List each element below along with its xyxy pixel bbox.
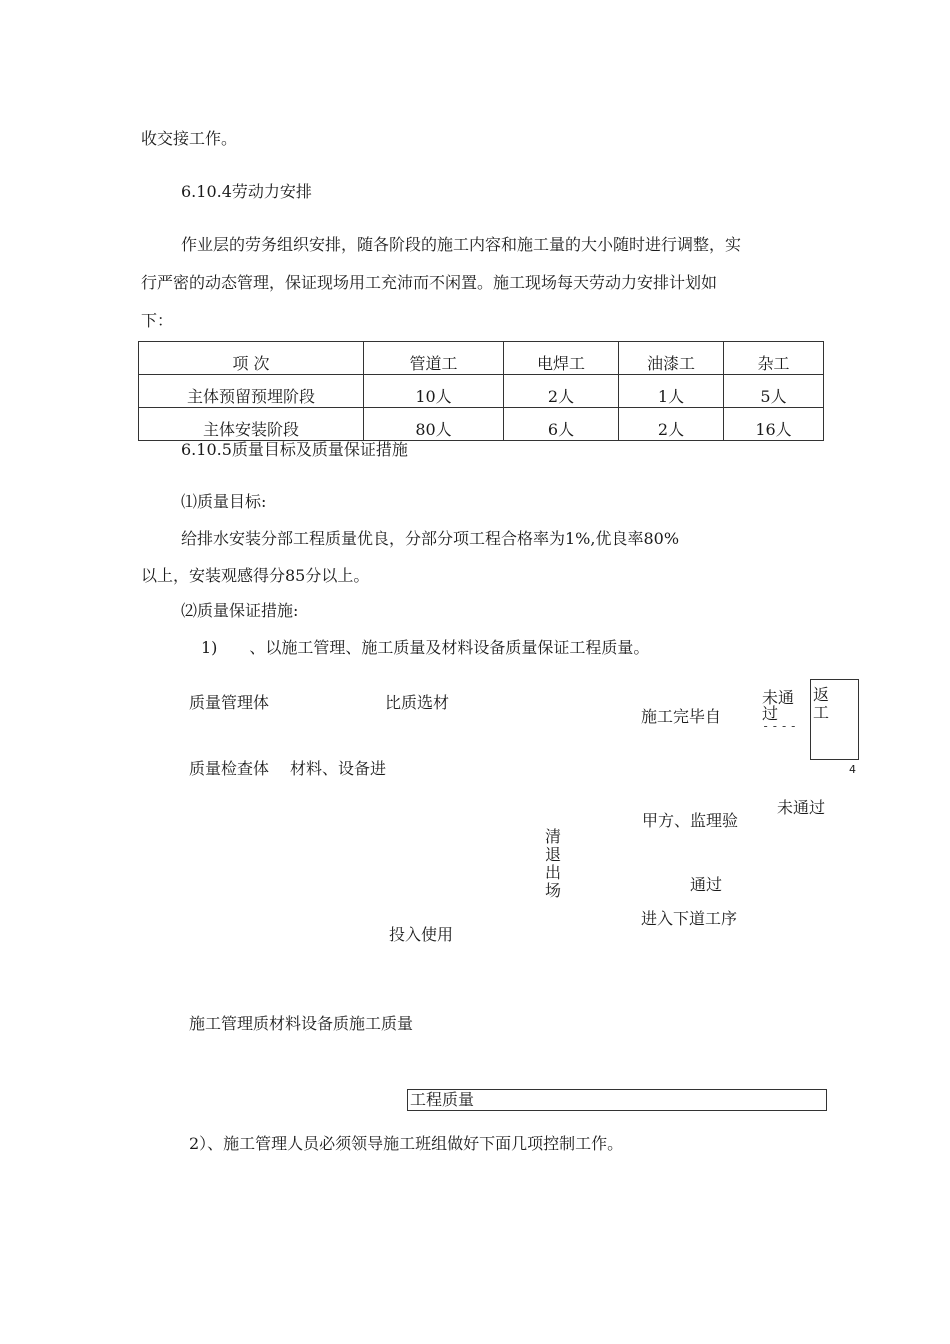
table-header-cell: 项 次: [139, 342, 364, 375]
table-row: [139, 375, 824, 408]
paragraph-intro: 收交接工作。: [141, 129, 238, 148]
table-cell: 1人: [619, 375, 724, 408]
diagram-node-mgmt-system: 质量管理体: [189, 693, 270, 712]
quality-measure-1: 1) 、以施工管理、施工质量及材料设备质量保证工程质量。: [201, 638, 650, 657]
table-header-row: [139, 342, 824, 375]
table-cell: 16人: [724, 408, 824, 441]
quality-goal-line-2: 以上，安装观感得分85分以上。: [141, 566, 370, 585]
section-heading-6-10-4: 6.10.4劳动力安排: [181, 182, 312, 201]
diagram-node-put-into-use: 投入使用: [389, 925, 454, 944]
table-cell: 5人: [724, 375, 824, 408]
diagram-node-rework: 返工: [812, 685, 829, 722]
diagram-node-construction-done: 施工完毕自: [641, 707, 722, 726]
table-cell: 6人: [504, 408, 619, 441]
quality-goal-title: ⑴质量目标:: [181, 492, 267, 511]
table-cell: 2人: [504, 375, 619, 408]
labor-table: [138, 341, 824, 441]
quality-measure-2: 2）、施工管理人员必须领导施工班组做好下面几项控制工作。: [189, 1134, 624, 1153]
diagram-label-not-passed-1a: 未通: [762, 688, 795, 707]
diagram-node-project-quality: 工程质量: [410, 1090, 475, 1109]
paragraph-labor-line-3: 下：: [141, 311, 174, 330]
table-header-cell: 油漆工: [619, 342, 724, 375]
table-cell: 2人: [619, 408, 724, 441]
diagram-node-inspect-system: 质量检查体: [189, 759, 270, 778]
diagram-node-next-process: 进入下道工序: [641, 909, 738, 928]
diagram-label-not-passed-2: 未通过: [777, 798, 826, 817]
paragraph-labor-line-2: 行严密的动态管理，保证现场用工充沛而不闲置。施工现场每天劳动力安排计划如: [141, 273, 718, 292]
section-heading-6-10-5: 6.10.5质量目标及质量保证措施: [181, 440, 408, 459]
diagram-small-number: 4: [849, 763, 856, 776]
paragraph-labor-line-1: 作业层的劳务组织安排，随各阶段的施工内容和施工量的大小随时进行调整，实: [181, 235, 742, 254]
table-header-cell: 杂工: [724, 342, 824, 375]
table-header-cell: 管道工: [364, 342, 504, 375]
table-cell: 10人: [364, 375, 504, 408]
table-row: [139, 408, 824, 441]
diagram-label-passed: 通过: [690, 875, 723, 894]
diagram-node-clear-out: 清退出场: [544, 827, 561, 900]
quality-measures-title: ⑵质量保证措施:: [181, 601, 299, 620]
diagram-label-not-passed-1b: 过: [762, 704, 779, 723]
table-header-cell: 电焊工: [504, 342, 619, 375]
diagram-node-select-material: 比质选材: [385, 693, 450, 712]
diagram-node-party-a-inspection: 甲方、监理验: [642, 811, 739, 830]
diagram-node-material-entry: 材料、设备进: [290, 759, 387, 778]
table-cell: 主体安装阶段: [139, 408, 364, 441]
quality-goal-line-1: 给排水安装分部工程质量优良，分部分项工程合格率为1%,优良率80%: [181, 529, 680, 548]
table-cell: 80人: [364, 408, 504, 441]
diagram-bottom-row: 施工管理质材料设备质施工质量: [189, 1014, 414, 1033]
diagram-dashed-arrow: ----: [762, 719, 799, 733]
table-cell: 主体预留预埋阶段: [139, 375, 364, 408]
